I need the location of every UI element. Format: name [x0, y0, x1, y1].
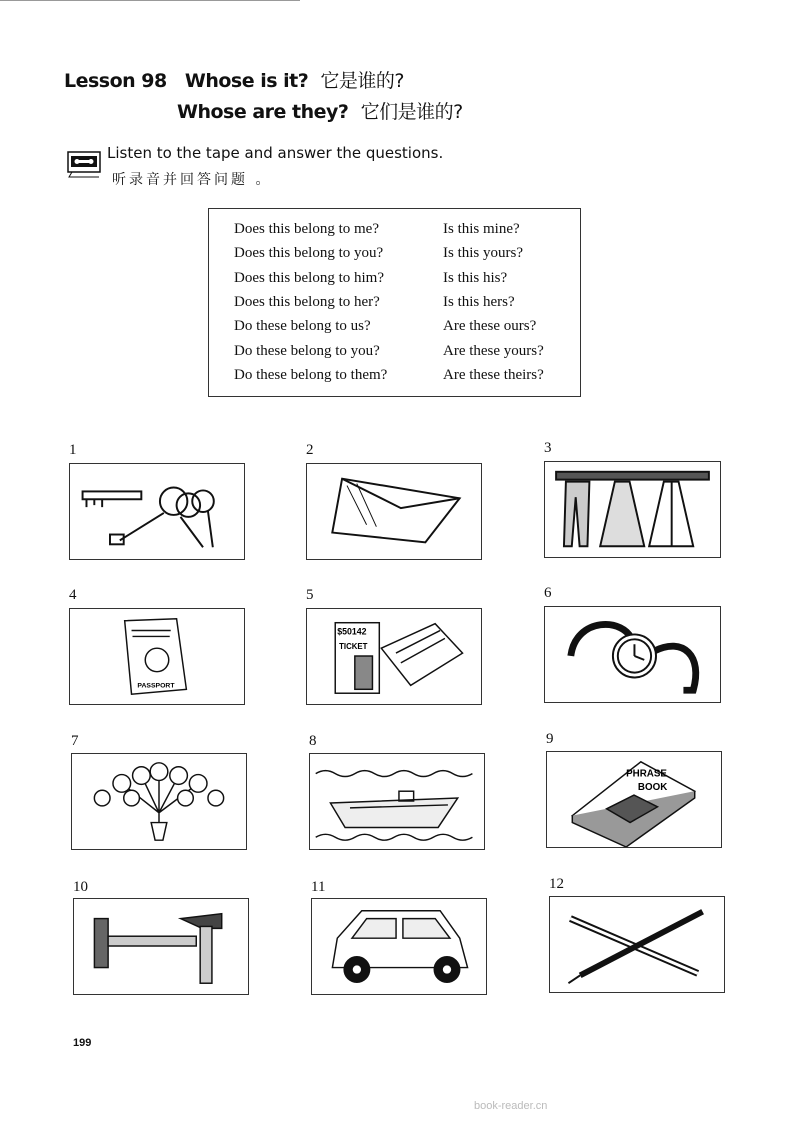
picture-number: 6 — [544, 585, 552, 601]
title-en-2: Whose are they? — [177, 101, 349, 123]
answer: Are these yours? — [443, 343, 544, 359]
ticket-lettering: TICKET — [339, 642, 368, 652]
passport-lettering: PASSPORT — [137, 682, 175, 690]
title-zh-2: 它们是谁的? — [360, 101, 463, 123]
title-zh-1: 它是谁的? — [320, 70, 404, 92]
top-rule — [0, 0, 300, 1]
phrase-lettering: PHRASE — [626, 768, 667, 780]
car-picture — [311, 898, 487, 995]
answer: Is this hers? — [443, 294, 515, 310]
question: Do these belong to us? — [234, 318, 371, 334]
ticket-price-lettering: $50142 — [337, 626, 367, 637]
lesson-title-line1 — [64, 66, 404, 93]
lesson-title-line2 — [177, 97, 463, 124]
question: Does this belong to her? — [234, 294, 380, 310]
keys-picture — [69, 463, 245, 560]
page-number: 199 — [73, 1037, 92, 1049]
picture-number: 1 — [69, 442, 77, 458]
book-lettering: BOOK — [637, 782, 668, 794]
picture-number: 12 — [549, 876, 564, 892]
question: Does this belong to him? — [234, 270, 384, 286]
picture-number: 9 — [546, 731, 554, 747]
question: Do these belong to them? — [234, 367, 388, 383]
watch-picture — [544, 606, 721, 703]
answer: Are these ours? — [443, 318, 537, 334]
lesson-number: Lesson 98 — [64, 70, 167, 92]
clothes-picture — [544, 461, 721, 558]
question: Does this belong to you? — [234, 245, 384, 261]
cassette-tape-icon — [66, 149, 102, 179]
picture-number: 4 — [69, 587, 77, 603]
possessive-table — [208, 208, 581, 397]
picture-number: 5 — [306, 587, 314, 603]
picture-number: 10 — [73, 879, 88, 895]
phrase-book-picture — [546, 751, 722, 848]
question: Does this belong to me? — [234, 221, 379, 237]
instruction-zh: 听录音并回答问题 。 — [112, 172, 273, 188]
pens-picture — [549, 896, 725, 993]
envelope-picture — [306, 463, 482, 560]
passport-picture — [69, 608, 245, 705]
picture-number: 8 — [309, 733, 317, 749]
question: Do these belong to you? — [234, 343, 380, 359]
answer: Is this yours? — [443, 245, 523, 261]
boat-picture — [309, 753, 485, 850]
picture-number: 7 — [71, 733, 79, 749]
flowers-picture — [71, 753, 247, 850]
hammers-picture — [73, 898, 249, 995]
picture-number: 11 — [311, 879, 326, 895]
answer: Is this his? — [443, 270, 508, 286]
picture-number: 3 — [544, 440, 552, 456]
picture-number: 2 — [306, 442, 314, 458]
instruction-en: Listen to the tape and answer the questions. — [107, 144, 444, 162]
tickets-picture — [306, 608, 482, 705]
title-en-1: Whose is it? — [184, 70, 309, 92]
answer: Are these theirs? — [443, 367, 544, 383]
answer: Is this mine? — [443, 221, 520, 237]
watermark: book-reader.cn — [474, 1100, 548, 1112]
